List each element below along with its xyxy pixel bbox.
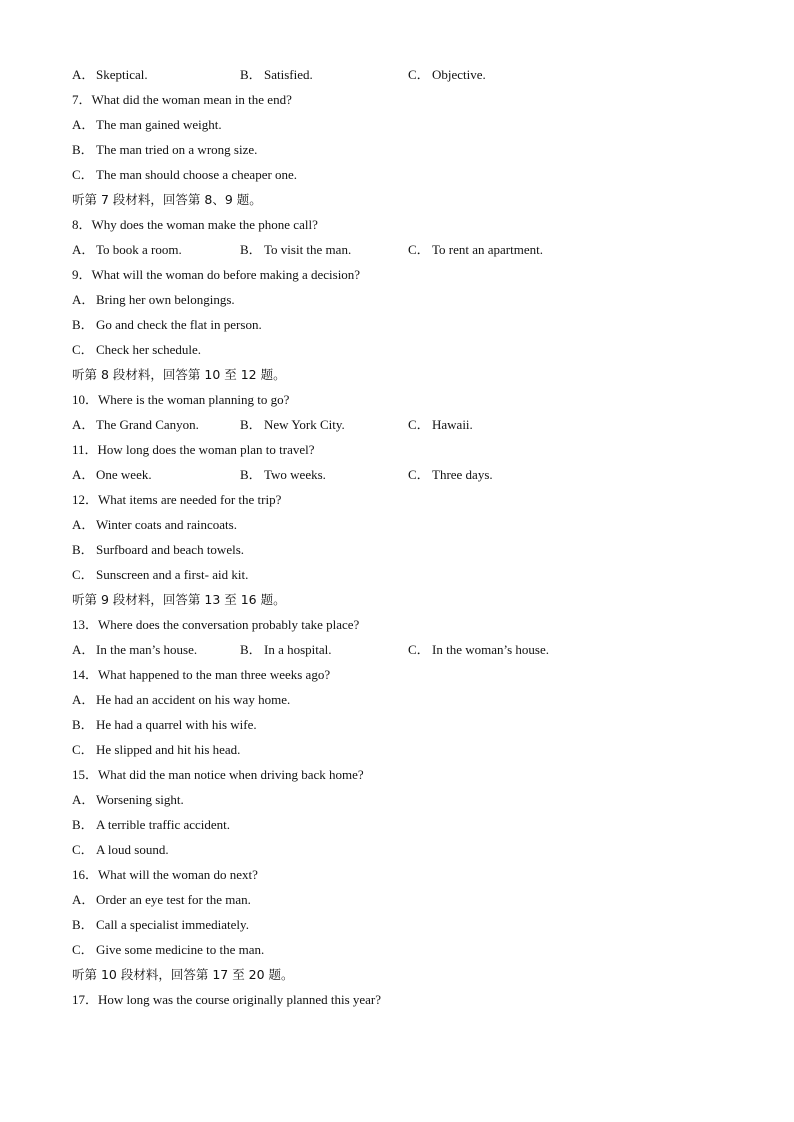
answer-options-row — [72, 462, 752, 487]
answer-options-row — [72, 237, 752, 262]
option-text: Objective. — [432, 67, 486, 82]
answer-option — [408, 412, 473, 437]
answer-option — [72, 337, 752, 362]
option-text: Three days. — [432, 467, 493, 482]
document-body — [72, 62, 752, 1012]
option-label: A． — [72, 517, 95, 532]
option-label: A． — [72, 467, 95, 482]
option-text: Go and check the flat in person. — [96, 317, 262, 332]
option-text: The man should choose a cheaper one. — [96, 167, 298, 182]
option-label: C． — [408, 417, 430, 432]
answer-option — [72, 287, 752, 312]
option-label: A． — [72, 642, 95, 657]
answer-option — [72, 637, 197, 662]
option-text: Order an eye test for the man. — [96, 892, 251, 907]
option-label: C． — [72, 842, 94, 857]
option-text: The man tried on a wrong size. — [96, 142, 258, 157]
answer-option — [72, 137, 752, 162]
option-text: He had a quarrel with his wife. — [96, 717, 257, 732]
option-label: A． — [72, 117, 95, 132]
option-label: A． — [72, 67, 95, 82]
option-label: C． — [72, 342, 94, 357]
answer-option — [72, 787, 752, 812]
answer-option — [72, 562, 752, 587]
answer-option — [72, 412, 199, 437]
option-label: A． — [72, 292, 95, 307]
answer-option — [72, 837, 752, 862]
option-text: Give some medicine to the man. — [96, 942, 265, 957]
option-text: To book a room. — [96, 242, 182, 257]
option-text: To rent an apartment. — [432, 242, 543, 257]
section-instruction: 听第 10 段材料，回答第 17 至 20 题。 — [72, 967, 294, 982]
option-text: He slipped and hit his head. — [96, 742, 241, 757]
option-text: Two weeks. — [264, 467, 326, 482]
option-label: C． — [408, 642, 430, 657]
answer-option — [72, 712, 752, 737]
answer-options-row — [72, 637, 752, 662]
option-label: B． — [72, 917, 94, 932]
option-label: A． — [72, 242, 95, 257]
question-text: 7．What did the woman mean in the end? — [72, 92, 292, 107]
question-text: 11．How long does the woman plan to travel? — [72, 442, 315, 457]
option-label: B． — [240, 242, 262, 257]
answer-option — [408, 462, 493, 487]
answer-option — [72, 462, 152, 487]
option-label: C． — [72, 567, 94, 582]
answer-option — [72, 737, 752, 762]
option-label: C． — [72, 742, 94, 757]
answer-option — [72, 512, 752, 537]
answer-option — [72, 162, 752, 187]
option-label: B． — [72, 542, 94, 557]
answer-option — [240, 462, 326, 487]
answer-option — [72, 887, 752, 912]
option-text: To visit the man. — [264, 242, 352, 257]
option-text: Satisfied. — [264, 67, 313, 82]
question-text: 14．What happened to the man three weeks ago? — [72, 667, 331, 682]
option-text: Sunscreen and a first- aid kit. — [96, 567, 249, 582]
option-label: A． — [72, 892, 95, 907]
option-text: A terrible traffic accident. — [96, 817, 231, 832]
option-text: The Grand Canyon. — [96, 417, 199, 432]
answer-option — [72, 912, 752, 937]
option-text: Bring her own belongings. — [96, 292, 235, 307]
option-label: C． — [408, 242, 430, 257]
option-text: The man gained weight. — [96, 117, 222, 132]
answer-option — [408, 62, 486, 87]
question-text: 10．Where is the woman planning to go? — [72, 392, 290, 407]
question-text: 8．Why does the woman make the phone call? — [72, 217, 318, 232]
answer-option — [72, 687, 752, 712]
option-label: B． — [240, 467, 262, 482]
option-label: B． — [240, 417, 262, 432]
section-instruction: 听第 7 段材料，回答第 8、9 题。 — [72, 192, 262, 207]
answer-option — [408, 637, 549, 662]
option-label: A． — [72, 792, 95, 807]
answer-option — [240, 62, 313, 87]
answer-option — [240, 237, 351, 262]
question-text: 9．What will the woman do before making a decision? — [72, 267, 361, 282]
answer-option — [240, 412, 345, 437]
option-label: B． — [72, 817, 94, 832]
option-label: C． — [408, 467, 430, 482]
option-text: Hawaii. — [432, 417, 473, 432]
answer-options-row — [72, 412, 752, 437]
option-label: B． — [240, 67, 262, 82]
answer-option — [72, 62, 148, 87]
option-text: Call a specialist immediately. — [96, 917, 249, 932]
option-text: Winter coats and raincoats. — [96, 517, 237, 532]
option-label: C． — [408, 67, 430, 82]
answer-option — [72, 937, 752, 962]
option-text: A loud sound. — [96, 842, 169, 857]
option-text: Check her schedule. — [96, 342, 202, 357]
question-text: 13．Where does the conversation probably take place? — [72, 617, 360, 632]
answer-option — [72, 112, 752, 137]
option-text: He had an accident on his way home. — [96, 692, 291, 707]
answer-option — [240, 637, 332, 662]
option-label: B． — [72, 142, 94, 157]
option-text: Skeptical. — [96, 67, 148, 82]
answer-option — [72, 812, 752, 837]
option-text: One week. — [96, 467, 152, 482]
answer-option — [72, 537, 752, 562]
option-label: B． — [240, 642, 262, 657]
option-label: A． — [72, 417, 95, 432]
option-label: C． — [72, 942, 94, 957]
answer-option — [408, 237, 543, 262]
answer-option — [72, 312, 752, 337]
section-instruction: 听第 9 段材料，回答第 13 至 16 题。 — [72, 592, 286, 607]
option-text: In a hospital. — [264, 642, 332, 657]
answer-options-row — [72, 62, 752, 87]
question-text: 15．What did the man notice when driving back home? — [72, 767, 364, 782]
option-text: In the man’s house. — [96, 642, 198, 657]
question-text: 17．How long was the course originally planned this year? — [72, 992, 382, 1007]
option-text: Surfboard and beach towels. — [96, 542, 245, 557]
option-label: A． — [72, 692, 95, 707]
option-label: B． — [72, 717, 94, 732]
option-text: New York City. — [264, 417, 345, 432]
question-text: 16．What will the woman do next? — [72, 867, 258, 882]
question-text: 12．What items are needed for the trip? — [72, 492, 282, 507]
answer-option — [72, 237, 182, 262]
option-label: C． — [72, 167, 94, 182]
option-text: In the woman’s house. — [432, 642, 549, 657]
option-text: Worsening sight. — [96, 792, 184, 807]
option-label: B． — [72, 317, 94, 332]
section-instruction: 听第 8 段材料，回答第 10 至 12 题。 — [72, 367, 286, 382]
